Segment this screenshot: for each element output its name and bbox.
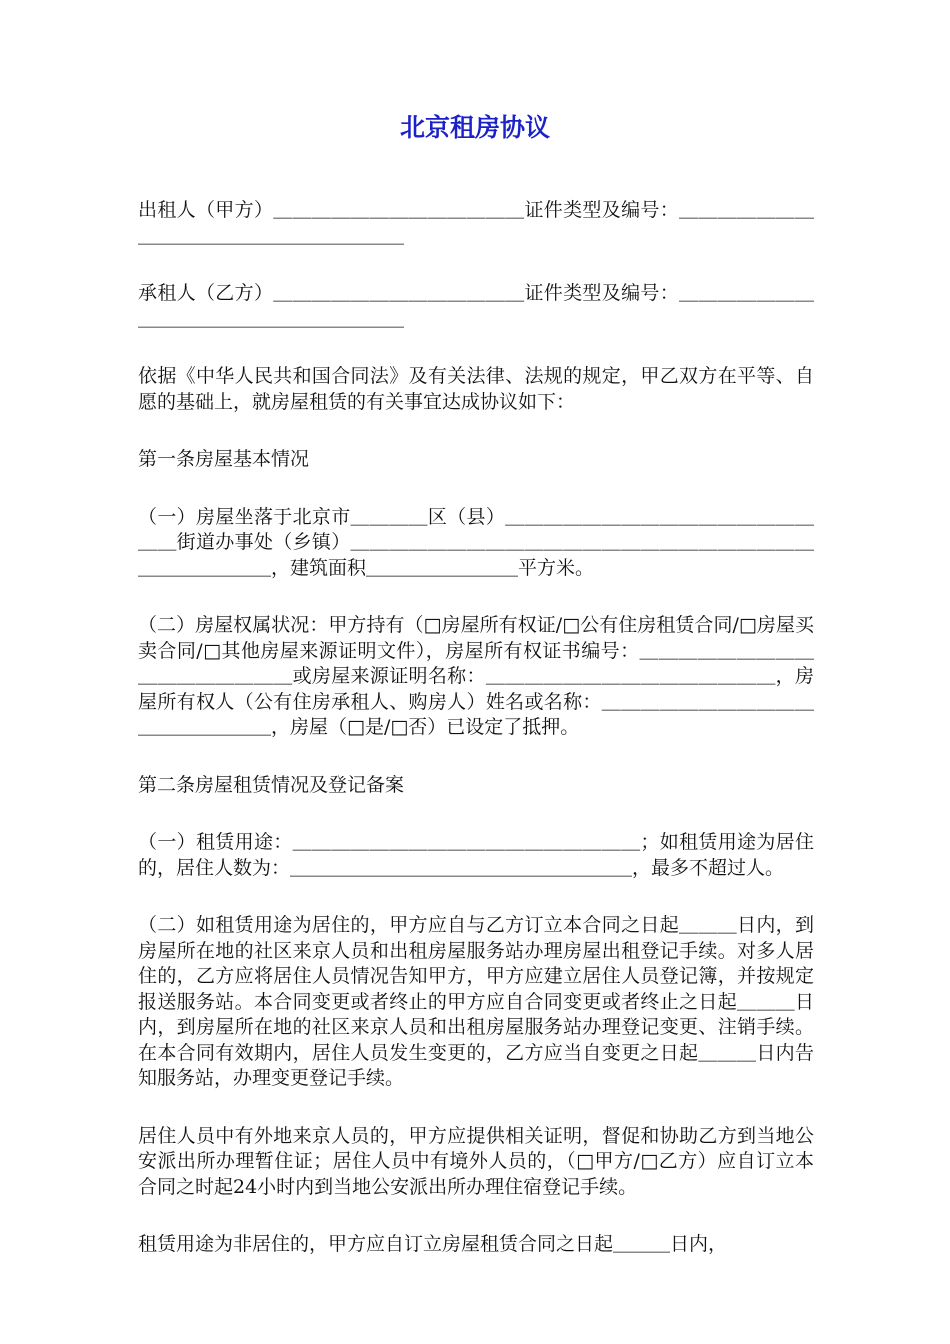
article-1-clause-1: （一）房屋坐落于北京市＿＿＿＿区（县）＿＿＿＿＿＿＿＿＿＿＿＿＿＿＿＿＿＿街道办事处（乡镇）＿＿＿＿＿＿＿＿＿＿＿＿＿＿＿＿＿＿＿＿＿＿＿＿＿＿＿＿＿＿＿，建筑面积＿＿＿＿＿＿＿＿平方米。	[138, 505, 814, 579]
article-1-clause-2: （二）房屋权属状况：甲方持有（□房屋所有权证/□公有住房租赁合同/□房屋买卖合同/□其他房屋来源证明文件），房屋所有权证书编号：＿＿＿＿＿＿＿＿＿＿＿＿＿＿＿＿＿或房屋来源证明名称：＿＿＿＿＿＿＿＿＿＿＿＿＿＿＿，房屋所有权人（公有住房承租人、购房人）姓名或名称：＿＿＿＿＿＿＿＿＿＿＿＿＿＿＿＿＿＿，房屋（□是/□否）已设定了抵押。	[138, 614, 814, 738]
article-2-heading: 第二条房屋租赁情况及登记备案	[138, 773, 405, 796]
non-residential-paragraph: 租赁用途为非居住的，甲方应自订立房屋租赁合同之日起＿＿＿日内，	[138, 1233, 728, 1255]
party-a-line: 出租人（甲方）＿＿＿＿＿＿＿＿＿＿＿＿＿证件类型及编号：＿＿＿＿＿＿＿＿＿＿＿＿＿＿＿＿＿＿＿＿＿	[138, 199, 814, 247]
resident-registration-paragraph: 居住人员中有外地来京人员的，甲方应提供相关证明，督促和协助乙方到当地公安派出所办理暂住证；居住人员中有境外人员的，（□甲方/□乙方）应自订立本合同之时起24小时内到当地公安派出所办理住宿登记手续。	[138, 1124, 814, 1198]
party-b-line: 承租人（乙方）＿＿＿＿＿＿＿＿＿＿＿＿＿证件类型及编号：＿＿＿＿＿＿＿＿＿＿＿＿＿＿＿＿＿＿＿＿＿	[138, 282, 814, 330]
document-title: 北京租房协议	[399, 113, 550, 142]
article-2-clause-2: （二）如租赁用途为居住的，甲方应自与乙方订立本合同之日起＿＿＿日内，到房屋所在地的社区来京人员和出租房屋服务站办理房屋出租登记手续。对多人居住的，乙方应将居住人员情况告知甲方，甲方应建立居住人员登记簿，并按规定报送服务站。本合同变更或者终止的甲方应自合同变更或者终止之日起＿＿＿日内，到房屋所在地的社区来京人员和出租房屋服务站办理登记变更、注销手续。在本合同有效期内，居住人员发生变更的，乙方应当自变更之日起＿＿＿日内告知服务站，办理变更登记手续。	[138, 914, 814, 1089]
article-1-heading: 第一条房屋基本情况	[138, 448, 310, 470]
preamble-paragraph: 依据《中华人民共和国合同法》及有关法律、法规的规定，甲乙双方在平等、自愿的基础上，就房屋租赁的有关事宜达成协议如下：	[138, 365, 814, 413]
document-body	[138, 198, 814, 1290]
article-2-clause-1: （一）租赁用途：＿＿＿＿＿＿＿＿＿＿＿＿＿＿＿＿＿＿；如租赁用途为居住的，居住人数为：＿＿＿＿＿＿＿＿＿＿＿＿＿＿＿＿＿＿，最多不超过人。	[138, 831, 814, 879]
